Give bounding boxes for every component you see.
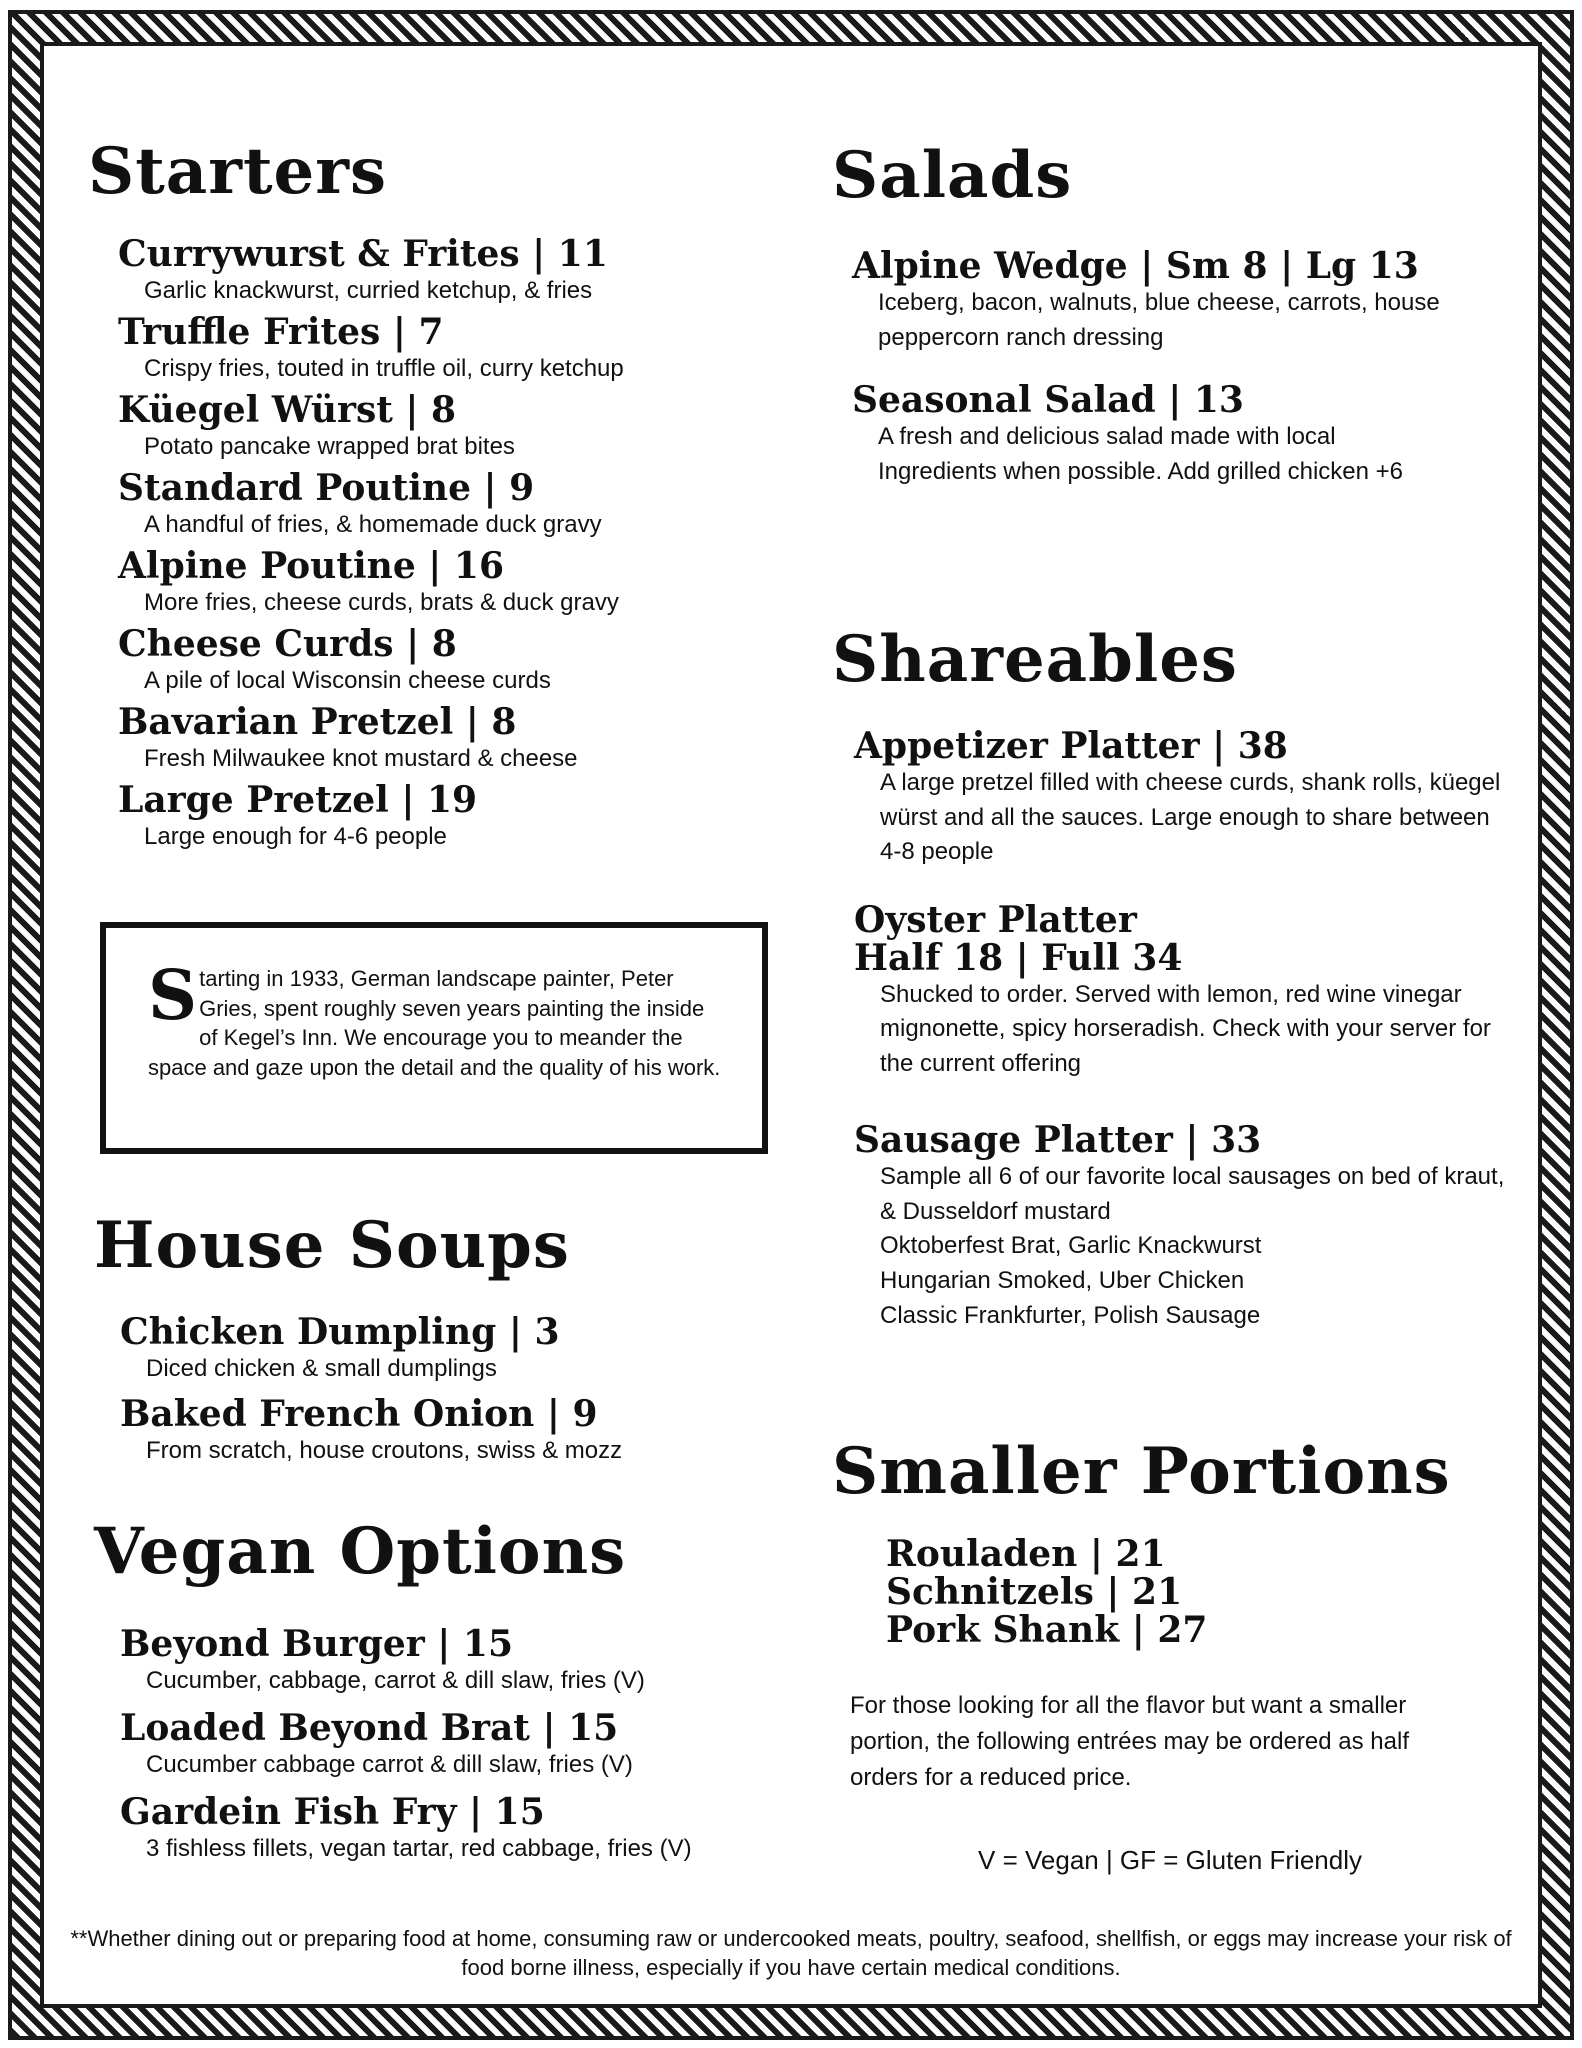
salads-heading: Salads [832, 138, 1073, 213]
starter-item [118, 779, 478, 855]
starter-item [118, 701, 578, 777]
item-description: Potato pancake wrapped brat bites [144, 432, 515, 460]
shareables-heading: Shareables [832, 622, 1238, 697]
salad-item [852, 379, 1412, 489]
item-description: Fresh Milwaukee knot mustard & cheese [144, 744, 578, 772]
smaller-portions-list [886, 1533, 1208, 1651]
item-name: Alpine Wedge | Sm 8 | Lg 13 [852, 245, 1419, 287]
item-name: Küegel Würst | 8 [118, 389, 457, 431]
shareable-item [854, 1119, 1514, 1334]
soup-item [120, 1311, 560, 1387]
item-name: Truffle Frites | 7 [118, 311, 444, 353]
item-name: Cheese Curds | 8 [118, 623, 457, 665]
item-description: Crispy fries, touted in truffle oil, curry ketchup [144, 354, 624, 382]
smaller-portions-note: For those looking for all the flavor but want a smaller portion, the following entrées may be ordered as half orders for a reduced price. [850, 1692, 1409, 1791]
soups-heading: House Soups [94, 1208, 570, 1283]
item-description: 3 fishless fillets, vegan tartar, red cabbage, fries (V) [146, 1834, 692, 1862]
item-description: Iceberg, bacon, walnuts, blue cheese, carrots, house peppercorn ranch dressing [878, 288, 1440, 351]
starter-item [118, 467, 602, 543]
item-name: Currywurst & Frites | 11 [118, 233, 608, 275]
item-description: A handful of fries, & homemade duck gravy [144, 510, 602, 538]
starter-item [118, 233, 608, 309]
item-name: Loaded Beyond Brat | 15 [120, 1707, 619, 1749]
item-price-line: Half 18 | Full 34 [854, 936, 1183, 979]
history-box [100, 922, 768, 1154]
item-name: Beyond Burger | 15 [120, 1623, 514, 1665]
item-description: A pile of local Wisconsin cheese curds [144, 666, 551, 694]
item-description: Garlic knackwurst, curried ketchup, & fries [144, 276, 593, 304]
item-name: Baked French Onion | 9 [120, 1393, 598, 1435]
item-description: Large enough for 4-6 people [144, 822, 447, 850]
item-name: Pork Shank | 27 [886, 1608, 1208, 1651]
vegan-item [120, 1623, 645, 1699]
drop-cap: S [148, 956, 198, 1036]
item-name: Large Pretzel | 19 [118, 779, 478, 821]
history-text: tarting in 1933, German landscape painter, Peter Gries, spent roughly seven years painting the inside of Kegel’s Inn. We encourage you to meander the space and gaze upon the detail and the quality of his work. [148, 966, 721, 1081]
vegan-item [120, 1707, 633, 1783]
dietary-legend: V = Vegan | GF = Gluten Friendly [978, 1845, 1362, 1875]
item-name: Gardein Fish Fry | 15 [120, 1791, 545, 1833]
starter-item [118, 389, 515, 465]
soup-item [120, 1393, 623, 1469]
starters-heading: Starters [88, 134, 387, 209]
item-name: Sausage Platter | 33 [854, 1119, 1262, 1161]
salad-item [852, 245, 1492, 355]
item-description: Shucked to order. Served with lemon, red wine vinegar mignonette, spicy horseradish. Check with your server for the current offering [880, 980, 1491, 1078]
sausage-line: Oktoberfest Brat, Garlic Knackwurst [880, 1232, 1262, 1260]
item-description: Sample all 6 of our favorite local sausages on bed of kraut, & Dusseldorf mustard [880, 1162, 1505, 1225]
item-description: More fries, cheese curds, brats & duck gravy [144, 588, 619, 616]
vegan-heading: Vegan Options [94, 1514, 627, 1589]
starter-item [118, 545, 619, 621]
vegan-item [120, 1791, 692, 1867]
starter-item [118, 623, 551, 699]
item-description: Cucumber cabbage carrot & dill slaw, fries (V) [146, 1750, 633, 1778]
starter-item [118, 311, 624, 387]
item-name: Appetizer Platter | 38 [854, 725, 1288, 767]
food-safety-disclaimer: **Whether dining out or preparing food at home, consuming raw or undercooked meats, poultry, seafood, shellfish, or eggs may increase your risk of food borne illness, especially if you have certain medical conditions. [70, 1926, 1512, 1980]
history-text-block [148, 956, 726, 1083]
item-description: A fresh and delicious salad made with local Ingredients when possible. Add grilled chicken +6 [878, 422, 1403, 485]
item-description: A large pretzel filled with cheese curds, shank rolls, küegel würst and all the sauces. Large enough to share between 4-8 people [880, 768, 1501, 866]
item-name: Alpine Poutine | 16 [118, 545, 504, 587]
item-description: Diced chicken & small dumplings [146, 1354, 497, 1382]
item-description: From scratch, house croutons, swiss & mozz [146, 1436, 623, 1464]
shareable-item [854, 725, 1514, 870]
item-name: Rouladen | 21 [886, 1533, 1166, 1575]
item-name: Chicken Dumpling | 3 [120, 1311, 560, 1353]
sausage-line: Hungarian Smoked, Uber Chicken [880, 1267, 1245, 1295]
sausage-line: Classic Frankfurter, Polish Sausage [880, 1301, 1261, 1329]
smaller-portions-heading: Smaller Portions [832, 1434, 1451, 1509]
item-name: Bavarian Pretzel | 8 [118, 701, 517, 743]
shareable-item [854, 899, 1514, 1082]
item-name: Seasonal Salad | 13 [852, 379, 1244, 421]
item-name: Standard Poutine | 9 [118, 467, 535, 509]
item-name: Schnitzels | 21 [886, 1570, 1183, 1613]
item-description: Cucumber, cabbage, carrot & dill slaw, fries (V) [146, 1666, 645, 1694]
item-name: Oyster Platter [854, 899, 1137, 941]
